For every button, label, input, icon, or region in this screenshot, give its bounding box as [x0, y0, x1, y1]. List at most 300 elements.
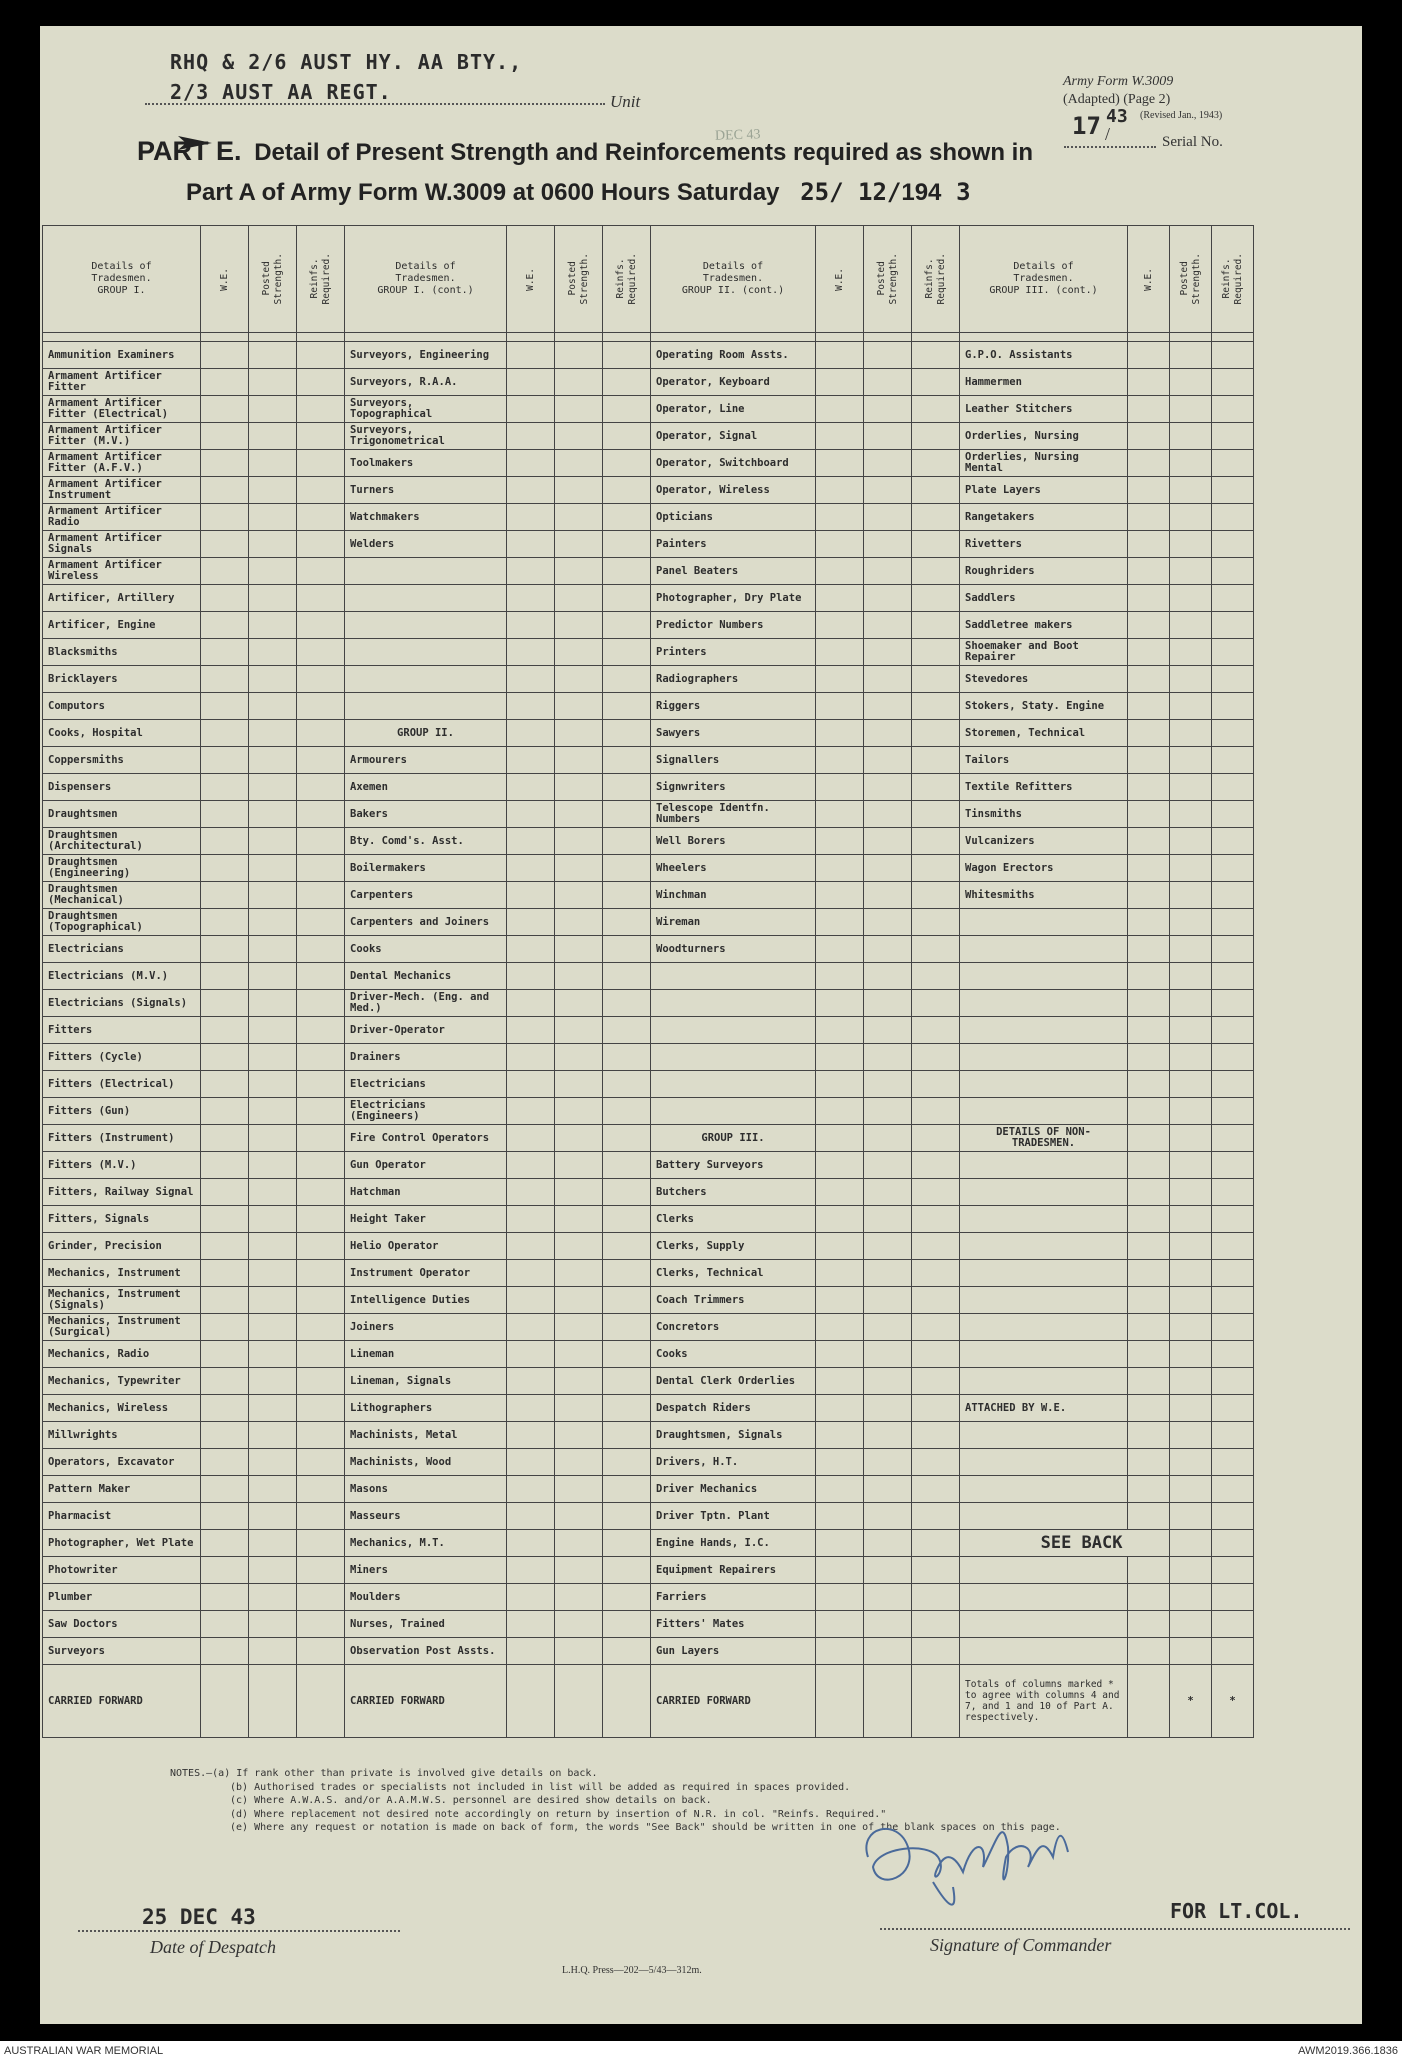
- tradesman-4: ATTACHED BY W.E.: [960, 1395, 1128, 1422]
- tradesman-1: Pattern Maker: [43, 1476, 201, 1503]
- count-cell: [1170, 585, 1212, 612]
- tradesman-1: Dispensers: [43, 774, 201, 801]
- form-adapted: (Adapted) (Page 2): [1063, 92, 1171, 107]
- tradesman-4: [960, 1503, 1128, 1530]
- count-cell: [249, 639, 297, 666]
- count-cell: [1212, 423, 1254, 450]
- count-cell: [249, 1125, 297, 1152]
- tradesman-3: Drivers, H.T.: [651, 1449, 816, 1476]
- count-cell: [864, 396, 912, 423]
- header-we: W.E.: [1128, 226, 1170, 333]
- count-cell: [297, 1638, 345, 1665]
- count-cell: [1212, 1071, 1254, 1098]
- count-cell: [1170, 1260, 1212, 1287]
- header-group3-cont: Details of Tradesmen. GROUP III. (cont.): [960, 226, 1128, 333]
- tradesman-2: Axemen: [345, 774, 507, 801]
- tradesman-2: [345, 693, 507, 720]
- count-cell: [1212, 855, 1254, 882]
- table-header-row: [43, 226, 1254, 333]
- table-row: [43, 1341, 1254, 1368]
- tradesman-3: Operator, Wireless: [651, 477, 816, 504]
- tradesman-1: Armament Artificer Fitter: [43, 369, 201, 396]
- count-cell: [507, 747, 555, 774]
- count-cell: [201, 1530, 249, 1557]
- tradesman-1: Draughtsmen (Topographical): [43, 909, 201, 936]
- table-row: [43, 1152, 1254, 1179]
- table-row: [43, 585, 1254, 612]
- count-cell: [555, 1476, 603, 1503]
- tradesman-3: Fitters' Mates: [651, 1611, 816, 1638]
- count-cell: [1170, 369, 1212, 396]
- count-cell: [297, 477, 345, 504]
- count-cell: [201, 1314, 249, 1341]
- count-cell: [249, 801, 297, 828]
- count-cell: [864, 774, 912, 801]
- count-cell: [912, 747, 960, 774]
- count-cell: [1212, 396, 1254, 423]
- tradesman-1: Draughtsmen: [43, 801, 201, 828]
- count-cell: [1170, 1314, 1212, 1341]
- count-cell: [603, 1179, 651, 1206]
- count-cell: [507, 531, 555, 558]
- count-cell: [816, 1017, 864, 1044]
- tradesman-1: Ammunition Examiners: [43, 342, 201, 369]
- count-cell: [864, 1611, 912, 1638]
- count-cell: [603, 1287, 651, 1314]
- count-cell: [1128, 1287, 1170, 1314]
- tradesman-4: [960, 1638, 1128, 1665]
- count-cell: [912, 774, 960, 801]
- count-cell: [201, 639, 249, 666]
- count-cell: [912, 1125, 960, 1152]
- count-cell: [249, 1557, 297, 1584]
- table-row: [43, 774, 1254, 801]
- count-cell: [1170, 396, 1212, 423]
- count-cell: [555, 909, 603, 936]
- count-cell: [555, 828, 603, 855]
- tradesman-2: [345, 558, 507, 585]
- count-cell: [249, 1179, 297, 1206]
- count-cell: [507, 342, 555, 369]
- tradesman-3: Draughtsmen, Signals: [651, 1422, 816, 1449]
- count-cell: [816, 828, 864, 855]
- count-cell: [555, 1530, 603, 1557]
- count-cell: [603, 828, 651, 855]
- count-cell: [603, 1584, 651, 1611]
- tradesman-3: Operator, Switchboard: [651, 450, 816, 477]
- tradesman-3: Printers: [651, 639, 816, 666]
- tradesman-1: Electricians (Signals): [43, 990, 201, 1017]
- count-cell: [864, 1206, 912, 1233]
- tradesman-3: Telescope Identfn. Numbers: [651, 801, 816, 828]
- tradesman-3: [651, 963, 816, 990]
- count-cell: [603, 396, 651, 423]
- count-cell: [816, 531, 864, 558]
- tradesman-4: [960, 1098, 1128, 1125]
- tradesman-2: Cooks: [345, 936, 507, 963]
- count-cell: [1212, 747, 1254, 774]
- count-cell: [912, 1206, 960, 1233]
- table-row: [43, 936, 1254, 963]
- count-cell: [816, 1233, 864, 1260]
- count-cell: [1170, 855, 1212, 882]
- tradesman-1: Photowriter: [43, 1557, 201, 1584]
- count-cell: [297, 1206, 345, 1233]
- count-cell: [1212, 1557, 1254, 1584]
- tradesman-3: Driver Tptn. Plant: [651, 1503, 816, 1530]
- count-cell: [912, 1368, 960, 1395]
- tradesman-4: [960, 1206, 1128, 1233]
- count-cell: [864, 1395, 912, 1422]
- count-cell: [507, 639, 555, 666]
- count-cell: [201, 1260, 249, 1287]
- count-cell: [816, 612, 864, 639]
- table-row: [43, 963, 1254, 990]
- count-cell: [507, 1395, 555, 1422]
- tradesman-2: Helio Operator: [345, 1233, 507, 1260]
- count-cell: [816, 936, 864, 963]
- count-cell: [249, 963, 297, 990]
- count-cell: [1128, 855, 1170, 882]
- table-row: [43, 828, 1254, 855]
- count-cell: [1128, 1449, 1170, 1476]
- count-cell: [864, 1341, 912, 1368]
- tradesman-1: Photographer, Wet Plate: [43, 1530, 201, 1557]
- tradesman-3: Signallers: [651, 747, 816, 774]
- tradesman-2: Bakers: [345, 801, 507, 828]
- count-cell: [297, 1395, 345, 1422]
- count-cell: [1128, 1314, 1170, 1341]
- serial-label: Serial No.: [1162, 134, 1223, 150]
- tradesman-2: Drainers: [345, 1044, 507, 1071]
- count-cell: [1212, 1638, 1254, 1665]
- count-cell: [1128, 1017, 1170, 1044]
- count-cell: [1128, 774, 1170, 801]
- totals-star-1: *: [1170, 1665, 1212, 1738]
- form-name: Army Form W.3009: [1063, 74, 1174, 89]
- count-cell: [249, 423, 297, 450]
- tradesman-1: Mechanics, Radio: [43, 1341, 201, 1368]
- count-cell: [249, 666, 297, 693]
- count-cell: [1170, 1476, 1212, 1503]
- count-cell: [1212, 1611, 1254, 1638]
- count-cell: [864, 585, 912, 612]
- count-cell: [1212, 1530, 1254, 1557]
- tradesman-4: Tailors: [960, 747, 1128, 774]
- count-cell: [507, 828, 555, 855]
- count-cell: [555, 1368, 603, 1395]
- count-cell: [1212, 1341, 1254, 1368]
- count-cell: [603, 612, 651, 639]
- count-cell: [201, 936, 249, 963]
- count-cell: [603, 1233, 651, 1260]
- count-cell: [864, 342, 912, 369]
- count-cell: [1170, 990, 1212, 1017]
- tradesman-3: Woodturners: [651, 936, 816, 963]
- count-cell: [1170, 342, 1212, 369]
- count-cell: [201, 1395, 249, 1422]
- tradesman-4: Vulcanizers: [960, 828, 1128, 855]
- count-cell: [864, 1044, 912, 1071]
- title-line-2: Part A of Army Form W.3009 at 0600 Hours Saturday: [186, 179, 780, 206]
- count-cell: [1128, 1152, 1170, 1179]
- count-cell: [555, 1017, 603, 1044]
- count-cell: [507, 477, 555, 504]
- commander-title: FOR LT.COL.: [1170, 1899, 1303, 1923]
- count-cell: [507, 963, 555, 990]
- tradesman-1: Armament Artificer Signals: [43, 531, 201, 558]
- tradesman-1: Electricians (M.V.): [43, 963, 201, 990]
- count-cell: [297, 612, 345, 639]
- tradesman-1: Grinder, Precision: [43, 1233, 201, 1260]
- count-cell: [864, 963, 912, 990]
- count-cell: [1212, 1449, 1254, 1476]
- count-cell: [603, 1422, 651, 1449]
- count-cell: [555, 1260, 603, 1287]
- tradesman-1: Cooks, Hospital: [43, 720, 201, 747]
- count-cell: [816, 558, 864, 585]
- table-row: [43, 1179, 1254, 1206]
- count-cell: [1128, 1611, 1170, 1638]
- count-cell: [1212, 1584, 1254, 1611]
- table-row: [43, 1503, 1254, 1530]
- count-cell: [201, 396, 249, 423]
- count-cell: [864, 1125, 912, 1152]
- count-cell: [1128, 1044, 1170, 1071]
- count-cell: [912, 1476, 960, 1503]
- serial-dotline: [1064, 146, 1156, 148]
- count-cell: [249, 396, 297, 423]
- count-cell: [507, 693, 555, 720]
- tradesman-1: Surveyors: [43, 1638, 201, 1665]
- count-cell: [603, 747, 651, 774]
- count-cell: [1170, 882, 1212, 909]
- count-cell: [1128, 1233, 1170, 1260]
- header-we: W.E.: [816, 226, 864, 333]
- count-cell: [555, 1611, 603, 1638]
- strength-table: [42, 225, 1254, 1738]
- tradesman-3: Opticians: [651, 504, 816, 531]
- count-cell: [1170, 558, 1212, 585]
- count-cell: [603, 882, 651, 909]
- count-cell: [555, 1395, 603, 1422]
- count-cell: [555, 1071, 603, 1098]
- count-cell: [816, 1071, 864, 1098]
- count-cell: [816, 450, 864, 477]
- header-posted: Posted Strength.: [249, 226, 297, 333]
- tradesman-3: Wireman: [651, 909, 816, 936]
- tradesman-3: GROUP III.: [651, 1125, 816, 1152]
- count-cell: [297, 1314, 345, 1341]
- count-cell: [249, 1530, 297, 1557]
- count-cell: [912, 720, 960, 747]
- count-cell: [912, 1152, 960, 1179]
- count-cell: [507, 1368, 555, 1395]
- count-cell: [249, 450, 297, 477]
- tradesman-1: Draughtsmen (Engineering): [43, 855, 201, 882]
- count-cell: [603, 1395, 651, 1422]
- count-cell: [912, 909, 960, 936]
- count-cell: [297, 1044, 345, 1071]
- count-cell: [555, 639, 603, 666]
- tradesman-1: Armament Artificer Radio: [43, 504, 201, 531]
- count-cell: [249, 882, 297, 909]
- count-cell: [297, 639, 345, 666]
- count-cell: [816, 1557, 864, 1584]
- count-cell: [1128, 1071, 1170, 1098]
- count-cell: [201, 1125, 249, 1152]
- count-cell: [507, 1341, 555, 1368]
- count-cell: [1170, 693, 1212, 720]
- count-cell: [507, 855, 555, 882]
- tradesman-3: Despatch Riders: [651, 1395, 816, 1422]
- tradesman-2: Machinists, Metal: [345, 1422, 507, 1449]
- tradesman-1: Pharmacist: [43, 1503, 201, 1530]
- count-cell: [603, 1071, 651, 1098]
- count-cell: [555, 450, 603, 477]
- count-cell: [1128, 666, 1170, 693]
- commander-signature-icon: [838, 1797, 1118, 1917]
- tradesman-3: [651, 1071, 816, 1098]
- count-cell: [1128, 477, 1170, 504]
- count-cell: [603, 990, 651, 1017]
- tradesman-1: Saw Doctors: [43, 1611, 201, 1638]
- count-cell: [297, 1260, 345, 1287]
- header-group1-cont: Details of Tradesmen. GROUP I. (cont.): [345, 226, 507, 333]
- form-revised: (Revised Jan., 1943): [1140, 110, 1223, 121]
- count-cell: [603, 801, 651, 828]
- carried-forward-2: CARRIED FORWARD: [345, 1665, 507, 1738]
- count-cell: [1170, 1638, 1212, 1665]
- table-row: [43, 423, 1254, 450]
- tradesman-3: Engine Hands, I.C.: [651, 1530, 816, 1557]
- count-cell: [555, 666, 603, 693]
- count-cell: [507, 450, 555, 477]
- count-cell: [555, 882, 603, 909]
- tradesman-1: Artificer, Engine: [43, 612, 201, 639]
- count-cell: [297, 963, 345, 990]
- count-cell: [555, 612, 603, 639]
- tradesman-3: Wheelers: [651, 855, 816, 882]
- totals-note: Totals of columns marked * to agree with columns 4 and 7, and 1 and 10 of Part A. respectively.: [960, 1665, 1128, 1738]
- count-cell: [297, 1287, 345, 1314]
- count-cell: [816, 1611, 864, 1638]
- tradesman-4: Leather Stitchers: [960, 396, 1128, 423]
- count-cell: [864, 1422, 912, 1449]
- count-cell: [864, 1557, 912, 1584]
- count-cell: [816, 774, 864, 801]
- count-cell: [816, 909, 864, 936]
- count-cell: [1212, 1287, 1254, 1314]
- count-cell: [555, 1233, 603, 1260]
- tradesman-2: Turners: [345, 477, 507, 504]
- count-cell: [1212, 1233, 1254, 1260]
- count-cell: [201, 1287, 249, 1314]
- count-cell: [1128, 1503, 1170, 1530]
- count-cell: [1128, 1179, 1170, 1206]
- count-cell: [816, 1638, 864, 1665]
- tradesman-3: [651, 1044, 816, 1071]
- count-cell: [201, 612, 249, 639]
- tradesman-2: Moulders: [345, 1584, 507, 1611]
- count-cell: [816, 963, 864, 990]
- count-cell: [912, 450, 960, 477]
- count-cell: [507, 1206, 555, 1233]
- count-cell: [297, 990, 345, 1017]
- count-cell: [297, 1125, 345, 1152]
- count-cell: [201, 828, 249, 855]
- count-cell: [603, 450, 651, 477]
- tradesman-2: [345, 639, 507, 666]
- count-cell: [603, 720, 651, 747]
- count-cell: [249, 342, 297, 369]
- count-cell: [297, 1503, 345, 1530]
- count-cell: [1128, 828, 1170, 855]
- tradesman-2: GROUP II.: [345, 720, 507, 747]
- count-cell: [507, 423, 555, 450]
- count-cell: [507, 504, 555, 531]
- count-cell: [201, 558, 249, 585]
- tradesman-1: Coppersmiths: [43, 747, 201, 774]
- tradesman-4: [960, 1260, 1128, 1287]
- count-cell: [1212, 1179, 1254, 1206]
- count-cell: [201, 585, 249, 612]
- press-line: L.H.Q. Press—202—5/43—312m.: [562, 1965, 702, 1976]
- count-cell: [297, 774, 345, 801]
- count-cell: [1212, 666, 1254, 693]
- unit-dotline: [145, 103, 605, 105]
- count-cell: [603, 1017, 651, 1044]
- count-cell: [1128, 558, 1170, 585]
- table-row: [43, 1584, 1254, 1611]
- table-row: [43, 558, 1254, 585]
- count-cell: [603, 1503, 651, 1530]
- count-cell: [249, 477, 297, 504]
- count-cell: [1170, 909, 1212, 936]
- tradesman-4: [960, 1611, 1128, 1638]
- count-cell: [555, 1125, 603, 1152]
- count-cell: [603, 1260, 651, 1287]
- count-cell: [507, 909, 555, 936]
- spacer-row: [43, 333, 1254, 342]
- count-cell: [1170, 1584, 1212, 1611]
- count-cell: [507, 1611, 555, 1638]
- count-cell: [912, 990, 960, 1017]
- count-cell: [864, 504, 912, 531]
- count-cell: [1170, 801, 1212, 828]
- tradesman-4: [960, 1557, 1128, 1584]
- count-cell: [507, 936, 555, 963]
- count-cell: [249, 1503, 297, 1530]
- tradesman-3: Cooks: [651, 1341, 816, 1368]
- count-cell: [1212, 1044, 1254, 1071]
- despatch-label: Date of Despatch: [150, 1937, 276, 1957]
- count-cell: [297, 855, 345, 882]
- table-row: [43, 801, 1254, 828]
- count-cell: [507, 1098, 555, 1125]
- count-cell: [1170, 477, 1212, 504]
- count-cell: [864, 855, 912, 882]
- count-cell: [1170, 1557, 1212, 1584]
- table-row: [43, 639, 1254, 666]
- count-cell: [912, 396, 960, 423]
- table-row: [43, 1017, 1254, 1044]
- tradesman-4: Whitesmiths: [960, 882, 1128, 909]
- count-cell: [1128, 612, 1170, 639]
- table-row: [43, 1044, 1254, 1071]
- count-cell: [1128, 801, 1170, 828]
- count-cell: [1170, 720, 1212, 747]
